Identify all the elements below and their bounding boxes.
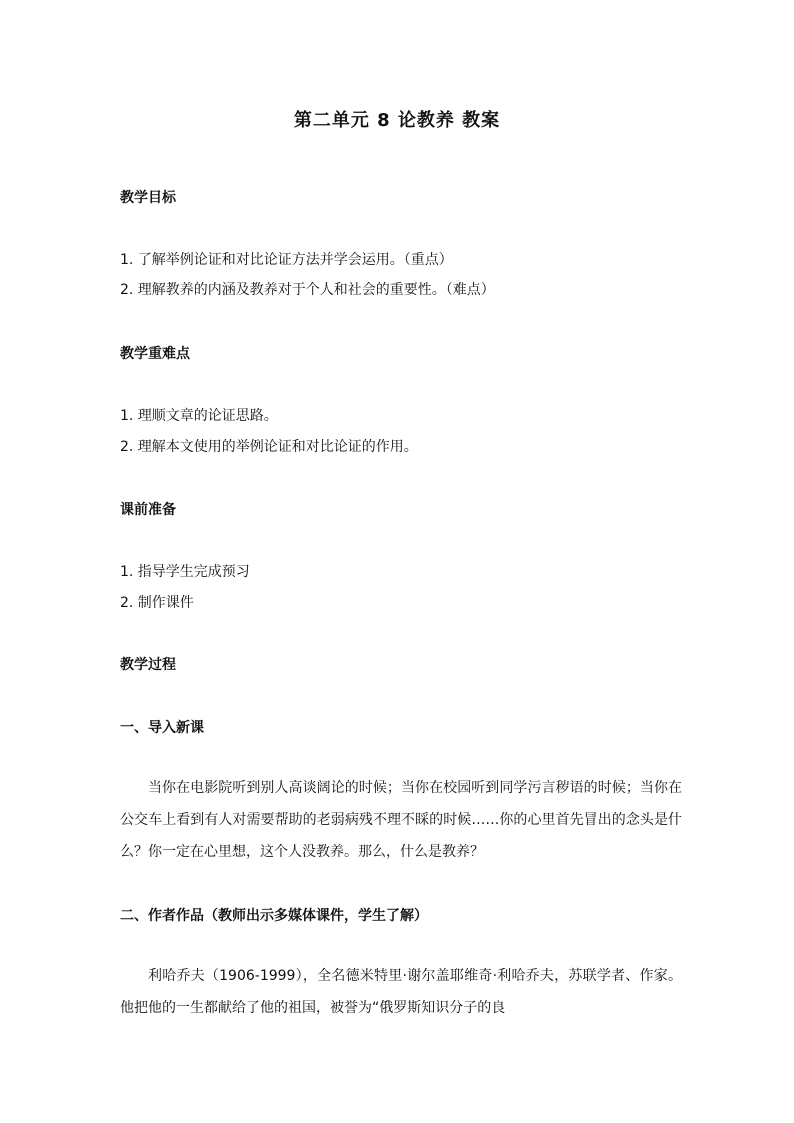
key-point-item-2: 2. 理解本文使用的举例论证和对比论证的作用。	[120, 439, 418, 455]
section-author-heading: 二、作者作品（教师出示多媒体课件，学生了解）	[120, 908, 428, 924]
preparation-item-2: 2. 制作课件	[120, 595, 194, 611]
key-point-item-1: 1. 理顺文章的论证思路。	[120, 408, 278, 424]
process-heading: 教学过程	[120, 657, 176, 673]
preparation-item-1: 1. 指导学生完成预习	[120, 564, 250, 580]
objective-item-2: 2. 理解教养的内涵及教养对于个人和社会的重要性。（难点）	[120, 282, 495, 298]
objectives-heading: 教学目标	[120, 190, 176, 206]
objective-item-1: 1. 了解举例论证和对比论证方法并学会运用。（重点）	[120, 252, 453, 268]
section-intro-heading: 一、导入新课	[120, 720, 204, 736]
document-title: 第二单元 8 论教养 教案	[293, 110, 501, 131]
section-intro-text: 当你在电影院听到别人高谈阔论的时候；当你在校园听到同学污言秽语的时候；当你在公交车上看到有人对需要帮助的老弱病残不理不睬的时候……你的心里首先冒出的念头是什么？你一定在心里想，这个人没教养。那么，什么是教养？	[120, 780, 682, 860]
preparation-heading: 课前准备	[120, 502, 176, 518]
key-points-heading: 教学重难点	[120, 346, 190, 362]
section-author-text: 利哈乔夫（1906-1999），全名德米特里·谢尔盖耶维奇·利哈乔夫，苏联学者、作家。他把他的一生都献给了他的祖国，被誉为“俄罗斯知识分子的良	[120, 968, 682, 1016]
